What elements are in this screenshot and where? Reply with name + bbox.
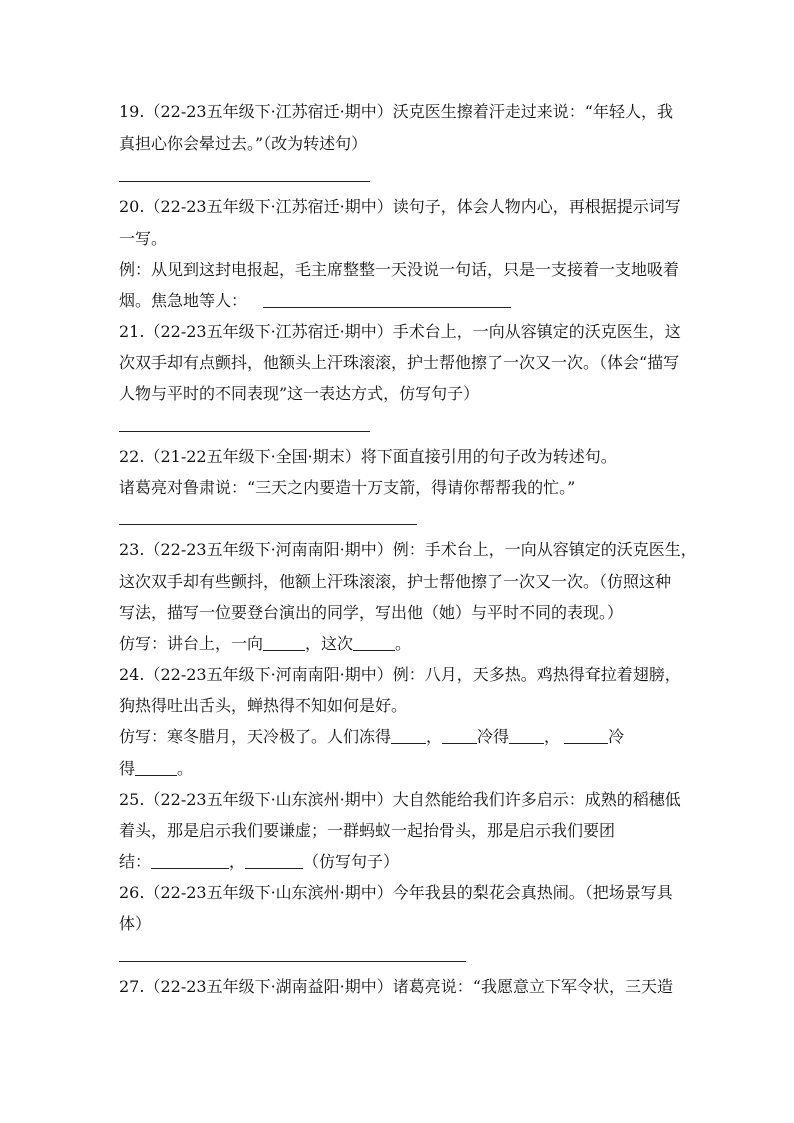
question-text: 沃克医生擦着汗走过来说：“年轻人，我 xyxy=(392,102,673,121)
question-27-line-1 xyxy=(119,976,673,998)
fill-text: 冷得 xyxy=(477,727,510,746)
question-number: 22. xyxy=(119,447,145,466)
question-text: 将下面直接引用的句子改为转述句。 xyxy=(360,447,617,466)
question-number: 24. xyxy=(119,665,145,684)
question-text: 读句子，体会人物内心，再根据提示词写 xyxy=(392,197,681,216)
question-text: 写法，描写一位要登台演出的同学，写出他（她）与平时不同的表现。） xyxy=(119,603,624,622)
question-25-line-1 xyxy=(119,789,681,811)
question-source: （22-23五年级下·河南南阳·期中） xyxy=(144,665,393,684)
fill-text: 。 xyxy=(177,759,194,778)
fill-text: ， xyxy=(426,727,443,746)
question-source: （22-23五年级下·江苏宿迁·期中） xyxy=(144,322,393,341)
fill-text: （仿写句子） xyxy=(303,852,400,871)
fill-text: 仿写：寒冬腊月，天冷极了。人们冻得 xyxy=(119,727,392,746)
question-text: 诸葛亮对鲁肃说：“三天之内要造十万支箭，得请你帮帮我的忙。” xyxy=(119,478,576,497)
question-text: 人物与平时的不同表现”这一表达方式，仿写句子） xyxy=(119,384,480,403)
question-text: 真担心你会晕过去。”（改为转述句） xyxy=(119,134,368,153)
question-24-fill-cont xyxy=(119,758,193,780)
fill-text: ， xyxy=(229,852,246,871)
fill-text: 。 xyxy=(395,634,412,653)
question-number: 27. xyxy=(119,977,145,996)
fill-text: 仿写：讲台上，一向 xyxy=(119,634,264,653)
question-source: （22-23五年级下·江苏宿迁·期中） xyxy=(144,197,393,216)
question-text: 狗热得吐出舌头，蝉热得不知如何是好。 xyxy=(119,696,408,715)
question-text: 次双手却有点颤抖，他额头上汗珠滚滚，护士帮他擦了一次又一次。（体会“描写 xyxy=(119,353,680,372)
question-text: 大自然能给我们许多启示：成熟的稻穗低 xyxy=(392,790,681,809)
answer-blank[interactable] xyxy=(353,634,395,651)
question-20-line-1 xyxy=(119,196,681,218)
question-number: 23. xyxy=(119,540,145,559)
answer-line[interactable] xyxy=(119,431,370,432)
question-text: 体） xyxy=(119,914,152,933)
question-source: （22-23五年级下·江苏宿迁·期中） xyxy=(144,102,393,121)
question-text: 烟。焦急地等人： xyxy=(119,291,248,310)
fill-text: ，这次 xyxy=(305,634,354,653)
question-text: 手术台上，一向从容镇定的沃克医生，这 xyxy=(392,322,681,341)
answer-blank[interactable] xyxy=(564,727,608,744)
question-text: 一写。 xyxy=(119,229,168,248)
fill-text: 冷 xyxy=(608,727,625,746)
question-21-line-1 xyxy=(119,321,681,343)
question-24-fill xyxy=(119,726,624,748)
question-text: 例：手术台上，一向从容镇定的沃克医生， xyxy=(392,540,697,559)
question-text: 例：八月，天多热。鸡热得耷拉着翅膀， xyxy=(392,665,681,684)
answer-line[interactable] xyxy=(119,181,370,182)
question-text: 今年我县的梨花会真热闹。（把场景写具 xyxy=(392,883,673,902)
question-number: 25. xyxy=(119,790,145,809)
question-text: 诸葛亮说：“我愿意立下军令状，三天造 xyxy=(392,977,673,996)
question-24-line-1 xyxy=(119,664,681,686)
question-23-line-1 xyxy=(119,539,697,561)
fill-text: 得 xyxy=(119,759,136,778)
fill-text: ， xyxy=(544,727,561,746)
question-number: 19. xyxy=(119,102,145,121)
answer-blank[interactable] xyxy=(245,852,303,869)
question-20-prompt xyxy=(119,290,511,312)
question-number: 20. xyxy=(119,197,145,216)
question-25-fill xyxy=(119,851,399,873)
question-23-fill xyxy=(119,633,411,655)
answer-line[interactable] xyxy=(119,961,466,962)
answer-blank[interactable] xyxy=(151,852,229,869)
fill-text: 结： xyxy=(119,852,152,871)
question-number: 21. xyxy=(119,322,145,341)
question-source: （22-23五年级下·山东滨州·期中） xyxy=(144,883,393,902)
question-26-line-1 xyxy=(119,882,673,904)
question-text: 着头，那是启示我们要谦虚；一群蚂蚁一起抬骨头，那是启示我们要团 xyxy=(119,821,616,840)
question-text: 这次双手却有些颤抖，他额上汗珠滚滚，护士帮他擦了一次又一次。（仿照这种 xyxy=(119,572,672,591)
question-22-line-1 xyxy=(119,446,617,468)
question-19-line-1 xyxy=(119,101,673,123)
question-source: （22-23五年级下·山东滨州·期中） xyxy=(144,790,393,809)
question-source: （21-22五年级下·全国·期末） xyxy=(144,447,361,466)
answer-blank[interactable] xyxy=(263,634,305,651)
answer-blank[interactable] xyxy=(263,291,511,308)
question-number: 26. xyxy=(119,883,145,902)
answer-blank[interactable] xyxy=(509,727,544,744)
answer-blank[interactable] xyxy=(442,727,477,744)
question-text: 例：从见到这封电报起，毛主席整整一天没说一句话，只是一支接着一支地吸着 xyxy=(119,260,680,279)
question-source: （22-23五年级下·湖南益阳·期中） xyxy=(144,977,393,996)
answer-blank[interactable] xyxy=(391,727,426,744)
answer-blank[interactable] xyxy=(135,759,177,776)
answer-line[interactable] xyxy=(119,524,417,525)
question-source: （22-23五年级下·河南南阳·期中） xyxy=(144,540,393,559)
